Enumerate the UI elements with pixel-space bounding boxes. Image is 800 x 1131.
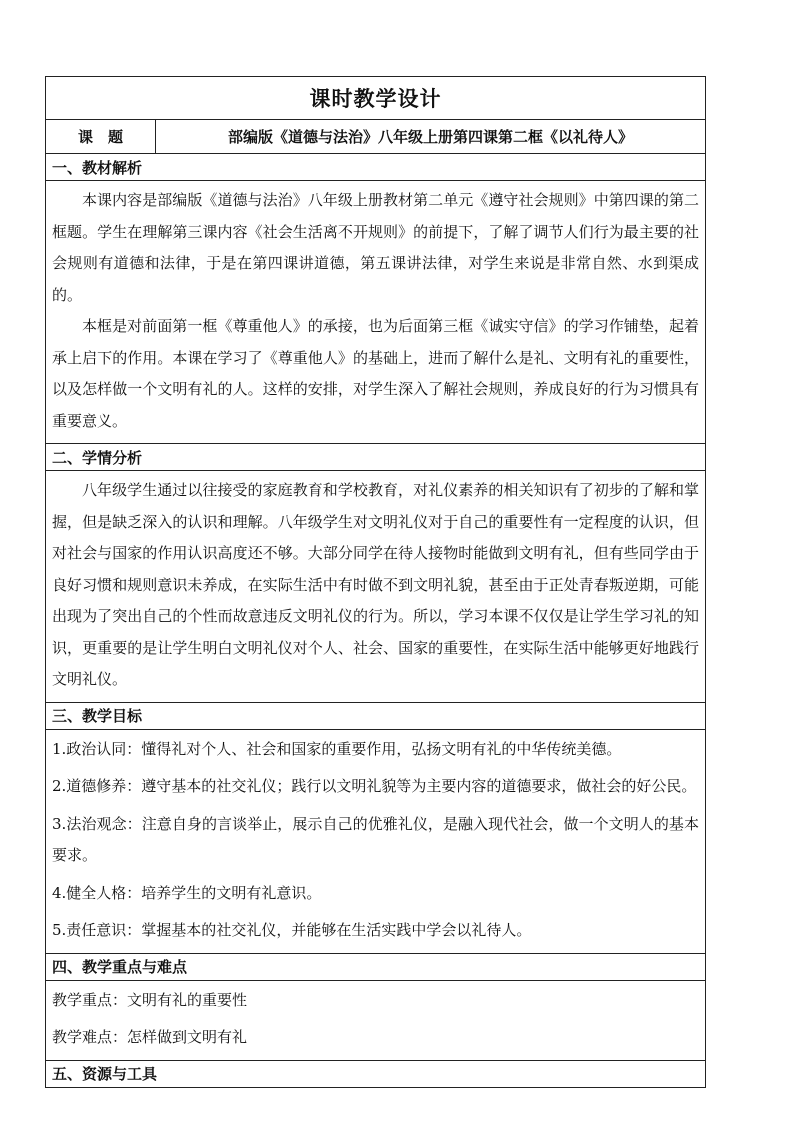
objective-item: 2.道德修养：遵守基本的社交礼仪；践行以文明礼貌等为主要内容的道德要求，做社会的好公民。 [52, 777, 697, 795]
key-point-item: 教学难点：怎样做到文明有礼 [52, 1028, 248, 1046]
section-heading-resources-tools: 五、资源与工具 [46, 1060, 706, 1087]
paragraph: 八年级学生通过以往接受的家庭教育和学校教育，对礼仪素养的相关知识有了初步的了解和掌握，但是缺乏深入的认识和理解。八年级学生对文明礼仪对于自己的重要性有一定程度的认识，但对社会与国家的作用认识高度还不够。大部分同学在待人接物时能做到文明有礼，但有些同学由于良好习惯和规则意识未养成，在实际生活中有时做不到文明礼貌，甚至由于正处青春叛逆期，可能出现为了突出自己的个性而故意违反文明礼仪的行为。所以，学习本课不仅仅是让学生学习礼的知识，更重要的是让学生明白文明礼仪对个人、社会、国家的重要性，在实际生活中能够更好地践行文明礼仪。 [52, 481, 699, 688]
subject-value: 部编版《道德与法治》八年级上册第四课第二框《以礼待人》 [156, 120, 706, 154]
objective-item: 3.法治观念：注意自身的言谈举止，展示自己的优雅礼仪，是融入现代社会，做一个文明人的基本要求。 [52, 814, 699, 864]
page-title: 课时教学设计 [46, 77, 706, 120]
section-heading-student-analysis: 二、学情分析 [46, 444, 706, 471]
key-point-item: 教学重点：文明有礼的重要性 [52, 990, 248, 1009]
objective-item: 4.健全人格：培养学生的文明有礼意识。 [52, 883, 322, 902]
section-heading-textbook-analysis: 一、教材解析 [46, 154, 706, 181]
subject-label: 课 题 [46, 120, 156, 154]
lesson-plan-table [45, 76, 706, 1088]
section-body-teaching-objectives [46, 729, 706, 953]
section-heading-key-points: 四、教学重点与难点 [46, 953, 706, 980]
paragraph: 本框是对前面第一框《尊重他人》的承接，也为后面第三框《诚实守信》的学习作铺垫，起着承上启下的作用。本课在学习了《尊重他人》的基础上，进而了解什么是礼、文明有礼的重要性，以及怎样做一个文明有礼的人。这样的安排，对学生深入了解社会规则，养成良好的行为习惯具有重要意义。 [52, 317, 699, 430]
paragraph: 本课内容是部编版《道德与法治》八年级上册教材第二单元《遵守社会规则》中第四课的第二框题。学生在理解第三课内容《社会生活离不开规则》的前提下，了解了调节人们行为最主要的社会规则有道德和法律，于是在第四课讲道德，第五课讲法律，对学生来说是非常自然、水到渠成的。 [52, 191, 699, 304]
section-body-student-analysis [46, 471, 706, 703]
section-body-key-points [46, 980, 706, 1060]
objective-item: 5.责任意识：掌握基本的社交礼仪，并能够在生活实践中学会以礼待人。 [52, 921, 532, 939]
objective-item: 1.政治认同：懂得礼对个人、社会和国家的重要作用，弘扬文明有礼的中华传统美德。 [52, 739, 622, 758]
section-body-textbook-analysis [46, 181, 706, 444]
section-heading-teaching-objectives: 三、教学目标 [46, 702, 706, 729]
